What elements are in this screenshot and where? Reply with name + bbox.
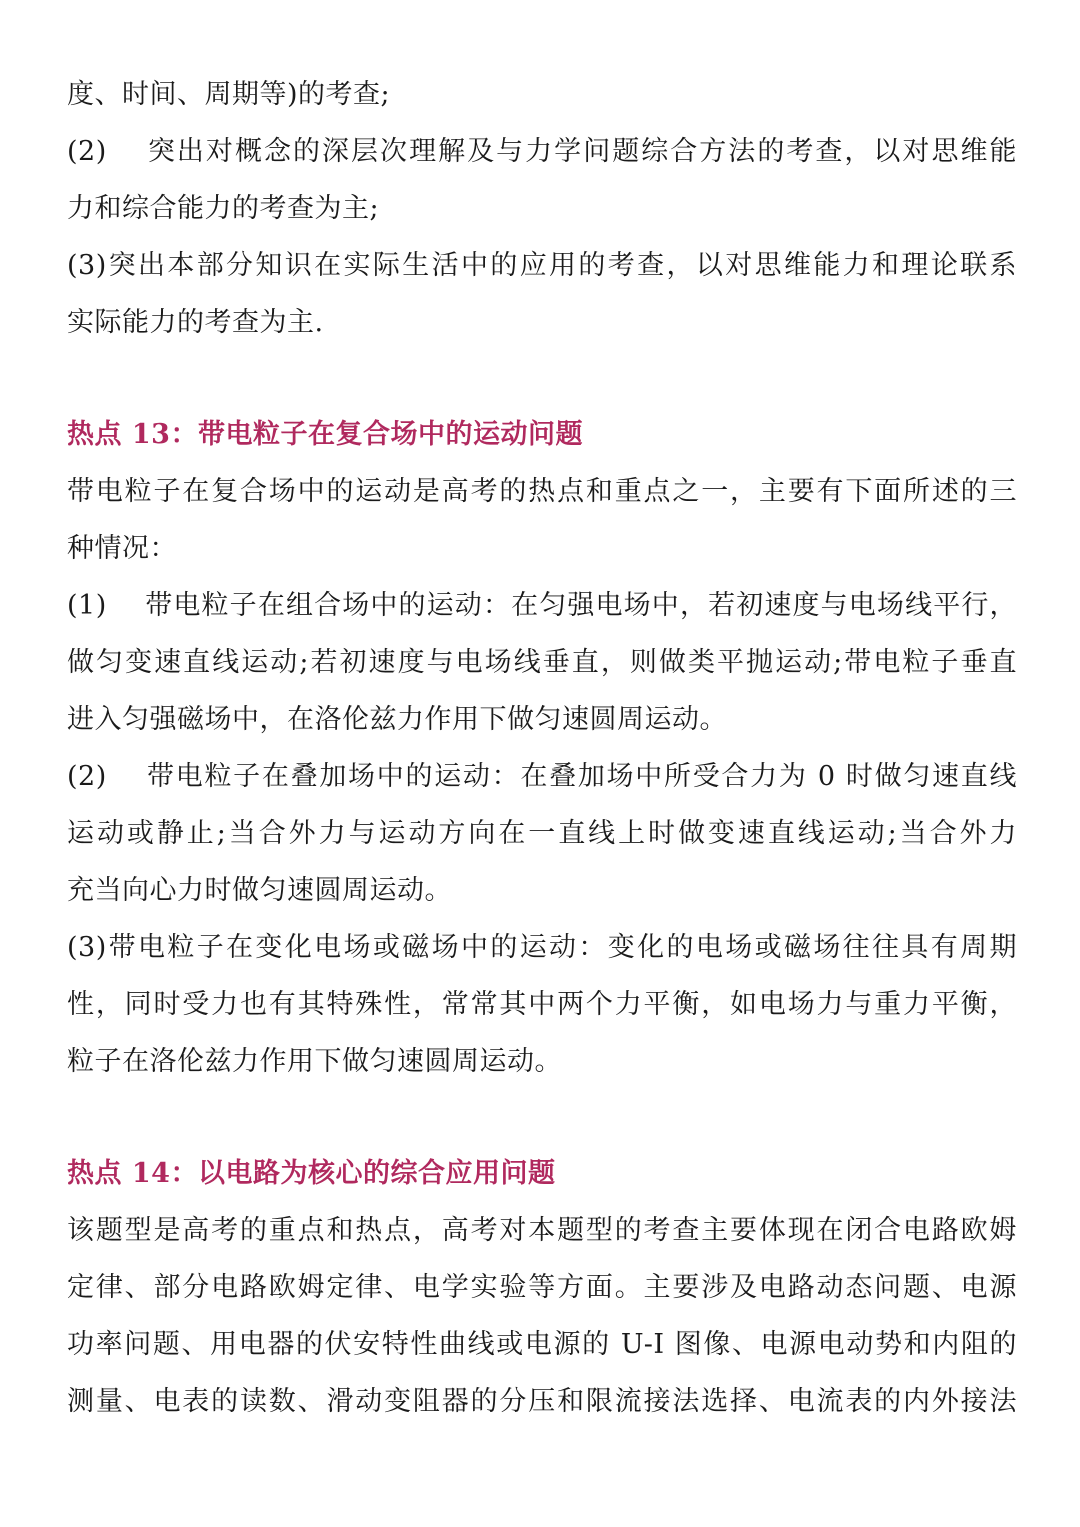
paragraph-line: 性，同时受力也有其特殊性，常常其中两个力平衡，如电场力与重力平衡， <box>67 989 1017 1020</box>
paragraph-line: 带电粒子在复合场中的运动是高考的热点和重点之一，主要有下面所述的三 <box>67 476 1017 507</box>
paragraph-line: (3)带电粒子在变化电场或磁场中的运动：变化的电场或磁场往往具有周期 <box>67 932 1017 963</box>
section-heading: 热点 13：带电粒子在复合场中的运动问题 <box>67 419 583 450</box>
section-spacer <box>67 1090 1017 1145</box>
paragraph-line: 粒子在洛伦兹力作用下做匀速圆周运动。 <box>67 1046 562 1077</box>
document-page <box>67 66 1017 1430</box>
paragraph-line: 运动或静止;当合外力与运动方向在一直线上时做变速直线运动;当合外力 <box>67 818 1017 849</box>
paragraph-line: 该题型是高考的重点和热点，高考对本题型的考查主要体现在闭合电路欧姆 <box>67 1215 1017 1246</box>
paragraph-line: 定律、部分电路欧姆定律、电学实验等方面。主要涉及电路动态问题、电源 <box>67 1272 1017 1303</box>
paragraph-line: (1) 带电粒子在组合场中的运动：在匀强电场中，若初速度与电场线平行， <box>67 590 1017 621</box>
paragraph-line: 度、时间、周期等)的考查; <box>67 79 391 110</box>
paragraph-line: 实际能力的考查为主. <box>67 307 324 338</box>
top-section <box>67 66 1017 351</box>
paragraph-line: (2) 带电粒子在叠加场中的运动：在叠加场中所受合力为 0 时做匀速直线 <box>67 761 1017 792</box>
paragraph-line: 测量、电表的读数、滑动变阻器的分压和限流接法选择、电流表的内外接法 <box>67 1386 1017 1417</box>
paragraph-line: 做匀变速直线运动;若初速度与电场线垂直，则做类平抛运动;带电粒子垂直 <box>67 647 1017 678</box>
paragraph-line: 种情况： <box>67 533 177 564</box>
paragraph-line: 进入匀强磁场中，在洛伦兹力作用下做匀速圆周运动。 <box>67 704 727 735</box>
paragraph-line: (2) 突出对概念的深层次理解及与力学问题综合方法的考查，以对思维能 <box>67 136 1017 167</box>
section-14 <box>67 1145 1017 1430</box>
section-heading: 热点 14：以电路为核心的综合应用问题 <box>67 1158 556 1189</box>
paragraph-line: 充当向心力时做匀速圆周运动。 <box>67 875 452 906</box>
paragraph-line: (3)突出本部分知识在实际生活中的应用的考查，以对思维能力和理论联系 <box>67 250 1017 281</box>
paragraph-line: 功率问题、用电器的伏安特性曲线或电源的 U-I 图像、电源电动势和内阻的 <box>67 1329 1017 1360</box>
section-spacer <box>67 351 1017 406</box>
section-13 <box>67 406 1017 1090</box>
paragraph-line: 力和综合能力的考查为主; <box>67 193 380 224</box>
